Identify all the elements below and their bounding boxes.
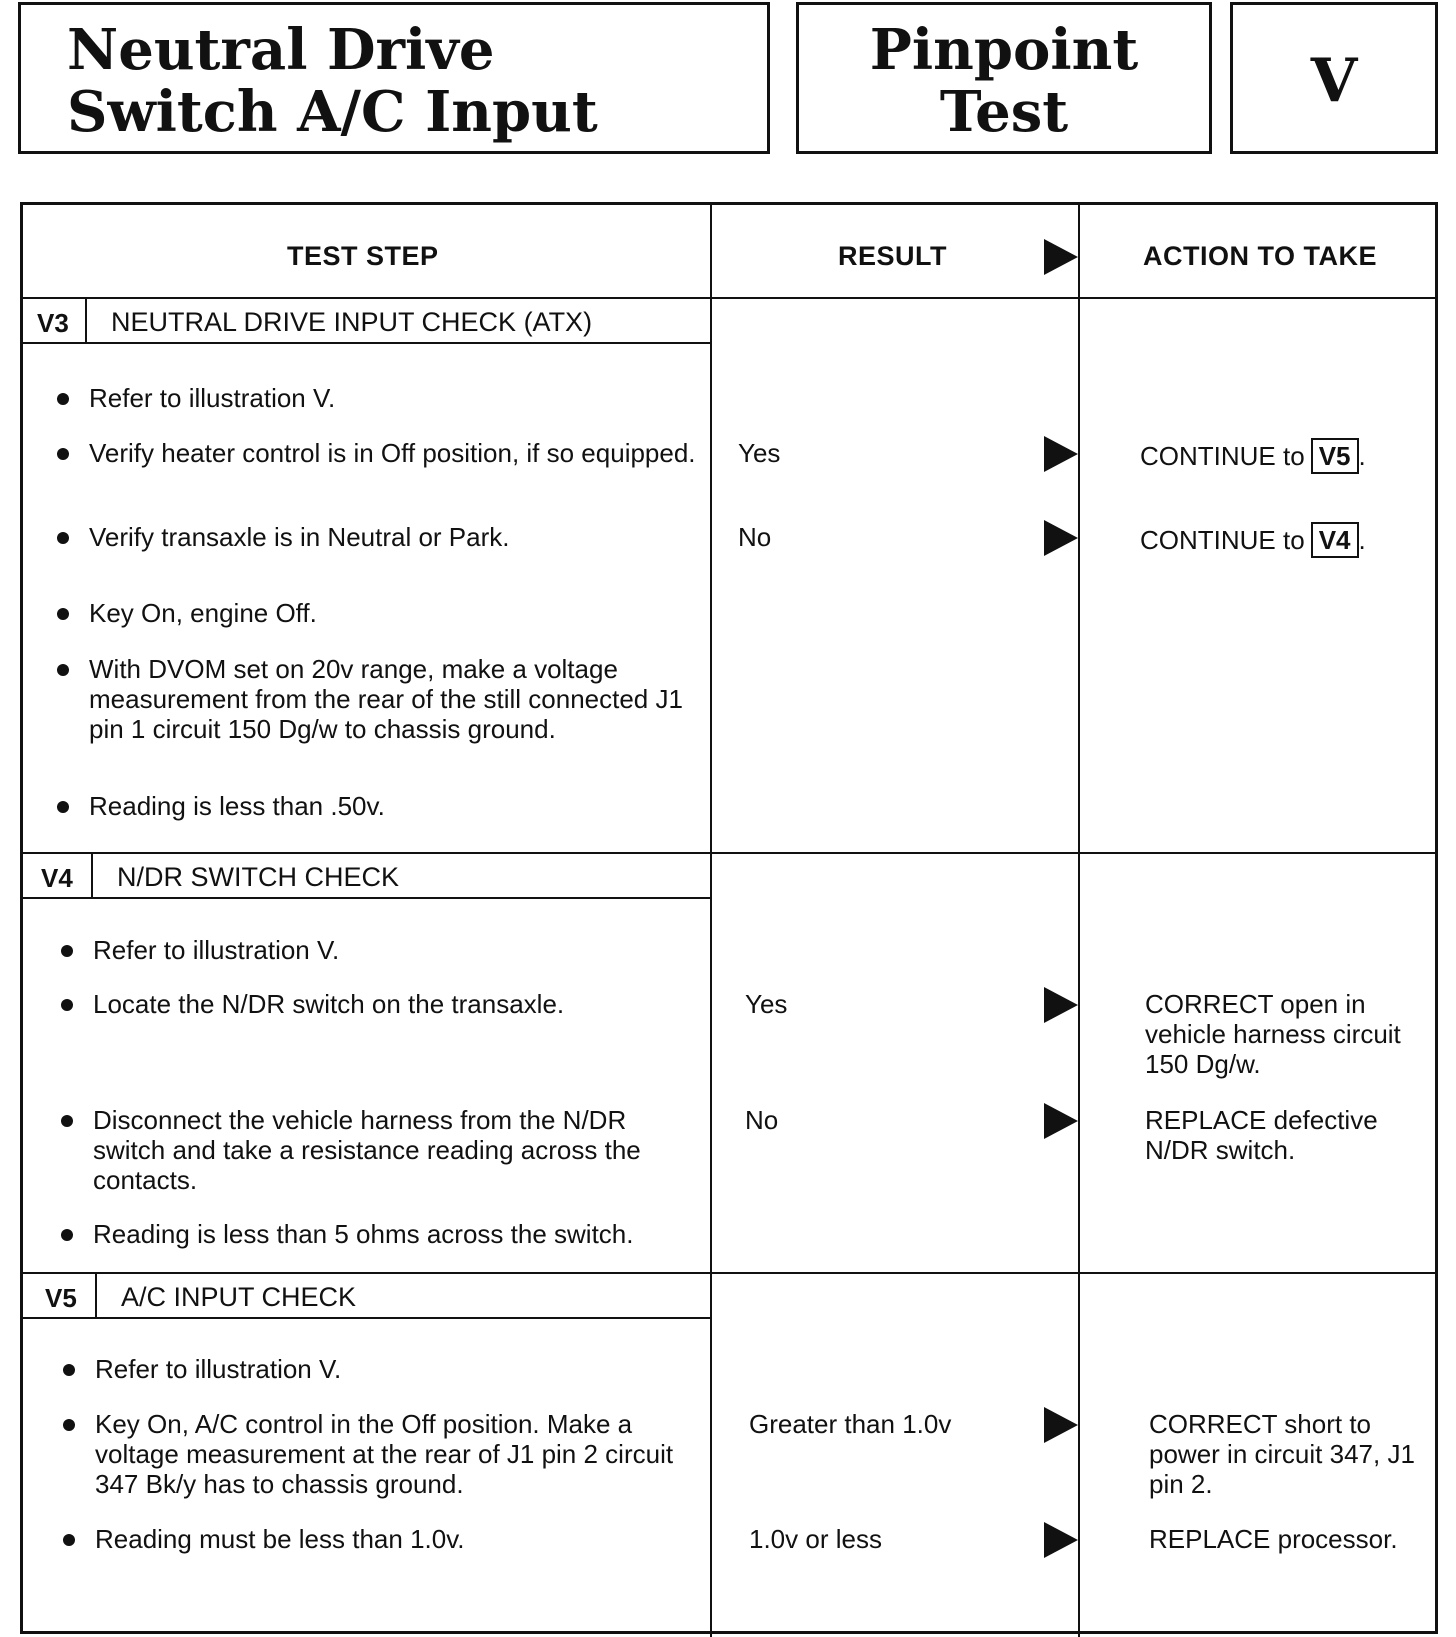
action-text: CONTINUE to [1140,525,1305,555]
action-correct: CORRECT open in vehicle harness circuit 150 Dg/w. [1145,989,1401,1079]
step-title-underline [23,342,710,344]
test-type-line-1: Pinpoint [869,17,1139,83]
column-header-action: ACTION TO TAKE [1143,241,1377,271]
step-instruction: Disconnect the vehicle harness from the N/DR switch and take a resistance reading across the contacts. [61,1105,701,1195]
column-divider [710,205,712,1637]
step-id: V3 [37,308,69,338]
step-instruction: With DVOM set on 20v range, make a voltage measurement from the rear of the still connected J1 pin 1 circuit 150 Dg/w to chassis ground. [57,654,697,744]
step-reference-box: V4 [1311,522,1359,558]
step-instruction: Reading must be less than 1.0v. [63,1524,703,1554]
step-instruction: Refer to illustration V. [63,1354,703,1384]
column-header-result: RESULT [838,241,947,271]
header-title-box [18,2,770,154]
step-instruction: Reading is less than 5 ohms across the switch. [61,1219,701,1249]
header-divider [23,297,1435,299]
column-divider [1078,205,1080,1637]
step-title-underline [23,1317,710,1319]
step-reference-box: V5 [1311,438,1359,474]
test-letter: V [1310,46,1358,116]
step-instruction: Locate the N/DR switch on the transaxle. [61,989,701,1019]
arrow-icon [1044,1103,1078,1139]
step-title-underline [23,897,710,899]
step-title: A/C INPUT CHECK [121,1282,357,1312]
page-title [67,19,598,143]
header-letter-box [1230,2,1438,154]
result-no: No [745,1105,779,1135]
title-line-2: Switch A/C Input [67,79,598,145]
step-title: NEUTRAL DRIVE INPUT CHECK (ATX) [111,307,593,337]
title-line-1: Neutral Drive [67,17,495,83]
step-id-divider [91,852,93,898]
column-header-test-step: TEST STEP [287,241,439,271]
action-text: CONTINUE to [1140,441,1305,471]
result-less: 1.0v or less [749,1524,882,1554]
result-yes: Yes [745,989,788,1019]
step-instruction: Key On, A/C control in the Off position. Make a voltage measurement at the rear of J1 pin 2 circuit 347 Bk/y has to chassis ground. [63,1409,703,1499]
action-correct: CORRECT short to power in circuit 347, J1 pin 2. [1149,1409,1415,1499]
arrow-icon [1044,436,1078,472]
step-id: V5 [45,1283,77,1313]
arrow-icon [1044,520,1078,556]
step-title: N/DR SWITCH CHECK [117,862,399,892]
arrow-icon [1044,239,1078,275]
action-replace: REPLACE processor. [1149,1524,1398,1554]
step-id-divider [85,297,87,343]
test-type-line-2: Test [939,79,1069,145]
step-instruction: Key On, engine Off. [57,598,697,628]
pinpoint-test-table [20,202,1438,1634]
header-test-type-box [796,2,1212,154]
arrow-icon [1044,1407,1078,1443]
action-replace: REPLACE defective N/DR switch. [1145,1105,1378,1165]
result-greater: Greater than 1.0v [749,1409,952,1439]
step-id: V4 [41,863,73,893]
arrow-icon [1044,1522,1078,1558]
step-instruction: Refer to illustration V. [57,383,697,413]
result-yes: Yes [738,438,781,468]
step-id-divider [95,1272,97,1318]
action-suffix: . [1358,525,1366,555]
action-continue [1140,522,1366,558]
step-instruction: Reading is less than .50v. [57,791,697,821]
row-divider [23,1272,1435,1274]
result-no: No [738,522,772,552]
action-suffix: . [1358,441,1366,471]
step-instruction: Verify transaxle is in Neutral or Park. [57,522,697,552]
row-divider [23,852,1435,854]
arrow-icon [1044,987,1078,1023]
test-type [799,19,1209,143]
action-continue [1140,438,1366,474]
step-instruction: Refer to illustration V. [61,935,701,965]
step-instruction: Verify heater control is in Off position, if so equipped. [57,438,697,468]
